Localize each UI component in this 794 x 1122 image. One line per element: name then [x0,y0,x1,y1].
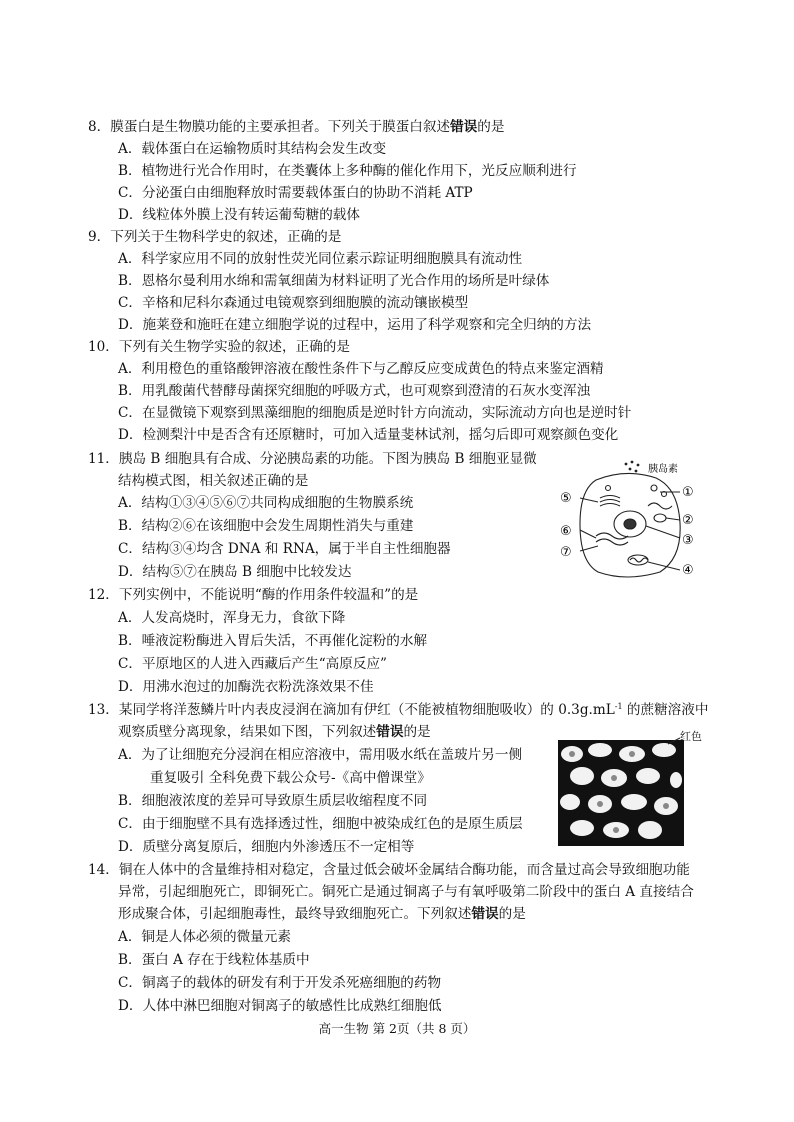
q13-stem-line2: 观察质壁分离现象，结果如下图，下列叙述错误的是 [118,724,431,740]
q12-option-d: D．用沸水泡过的加酶洗衣粉洗涤效果不佳 [118,679,374,695]
q12-option-c: C．平原地区的人进入西藏后产生“高原反应” [118,656,387,672]
q13-option-a-cont: 重复吸引 全科免费下载公众号-《高中僧课堂》 [150,770,431,786]
q10-option-b: B．用乳酸菌代替酵母菌探究细胞的呼吸方式，也可观察到澄清的石灰水变浑浊 [118,383,591,399]
q9-option-c: C．辛格和尼科尔森通过电镜观察到细胞膜的流动镶嵌模型 [118,295,469,311]
q14-stem-line2: 异常，引起细胞死亡，即铜死亡。铜死亡是通过铜离子与有氧呼吸第二阶段中的蛋白 A 直接结合 [118,884,694,900]
q10-stem: 10．下列有关生物学实验的叙述，正确的是 [88,339,350,355]
marker-1: ① [682,485,694,500]
q12-stem: 12．下列实例中，不能说明“酶的作用条件较温和”的是 [88,587,419,603]
q8-option-b: B．植物进行光合作用时，在类囊体上多种酶的催化作用下，光反应顺利进行 [118,163,577,179]
q11-option-a: A．结构①③④⑤⑥⑦共同构成细胞的生物膜系统 [118,495,414,511]
page-footer: 高一生物 第 2页（共 8 页） [318,1021,476,1036]
marker-5: ⑤ [560,491,572,506]
q11-option-c: C．结构③④均含 DNA 和 RNA，属于半自主性细胞器 [118,541,451,557]
q8-option-d: D．线粒体外膜上没有转运葡萄糖的载体 [118,207,360,223]
q14-option-b: B．蛋白 A 存在于线粒体基质中 [118,952,310,968]
q8-option-c: C．分泌蛋白由细胞释放时需要载体蛋白的协助不消耗 ATP [118,185,473,201]
q9-option-b: B．恩格尔曼利用水绵和需氧细菌为材料证明了光合作用的场所是叶绿体 [118,273,550,289]
q8-stem: 8．膜蛋白是生物膜功能的主要承担者。下列关于膜蛋白叙述错误的是 [88,119,505,135]
q12-option-b: B．唾液淀粉酶进入胃后失活，不再催化淀粉的水解 [118,633,428,649]
marker-7: ⑦ [560,545,572,560]
q14-stem-line3: 形成聚合体，引起细胞毒性，最终导致细胞死亡。下列叙述错误的是 [118,906,526,922]
q14-option-c: C．铜离子的载体的研发有利于开发杀死癌细胞的药物 [118,975,442,991]
q11-option-b: B．结构②⑥在该细胞中会发生周期性消失与重建 [118,518,414,534]
q12-option-a: A．人发高烧时，浑身无力，食欲下降 [118,610,346,626]
islet-b-cell-diagram [556,458,706,588]
marker-3: ③ [682,533,694,548]
marker-4: ④ [682,563,694,578]
q14-option-d: D．人体中淋巴细胞对铜离子的敏感性比成熟红细胞低 [118,998,442,1014]
q11-stem-line1: 11．胰岛 B 细胞具有合成、分泌胰岛素的功能。下图为胰岛 B 细胞亚显微 [88,451,537,467]
q14-stem-line1: 14．铜在人体中的含量维持相对稳定，含量过低会破坏金属结合酶功能，而含量过高会导致细胞功能 [88,862,690,878]
q10-option-a: A．利用橙色的重铬酸钾溶液在酸性条件下与乙醇反应变成黄色的特点来鉴定酒精 [118,361,604,377]
q9-option-d: D．施莱登和施旺在建立细胞学说的过程中，运用了科学观察和完全归纳的方法 [118,317,592,333]
q13-stem-line1: 13．某同学将洋葱鳞片叶内表皮浸润在滴加有伊红（不能被植物细胞吸收）的 $0.3g.mL^{-1}$ 的蔗糖溶液中 [88,702,709,718]
q13-option-b: B．细胞液浓度的差异可导致原生质层收缩程度不同 [118,793,428,809]
q11-option-d: D．结构⑤⑦在胰岛 B 细胞中比较发达 [118,564,352,580]
q13-option-c: C．由于细胞壁不具有选择透过性，细胞中被染成红色的是原生质层 [118,816,523,832]
plasmolysis-micrograph [556,730,706,848]
q8-option-a: A．载体蛋白在运输物质时其结构会发生改变 [118,141,387,157]
q13-option-d: D．质壁分离复原后，细胞内外渗透压不一定相等 [118,839,415,855]
q13-option-a: A．为了让细胞充分浸润在相应溶液中，需用吸水纸在盖玻片另一侧 [118,747,523,763]
q11-stem-line2: 结构模式图，相关叙述正确的是 [118,473,309,489]
marker-2: ② [682,513,694,528]
red-color-label: 红色 [680,730,702,743]
q9-option-a: A．科学家应用不同的放射性荧光同位素示踪证明细胞膜具有流动性 [118,251,523,267]
q10-option-c: C．在显微镜下观察到黑藻细胞的细胞质是逆时针方向流动，实际流动方向也是逆时针 [118,405,632,421]
q9-stem: 9．下列关于生物科学史的叙述，正确的是 [88,229,342,245]
marker-6: ⑥ [560,524,572,539]
q10-option-d: D．检测梨汁中是否含有还原糖时，可加入适量斐林试剂，摇匀后即可观察颜色变化 [118,427,619,443]
insulin-label: 胰岛素 [648,464,678,475]
q14-option-a: A．铜是人体必须的微量元素 [118,929,291,945]
